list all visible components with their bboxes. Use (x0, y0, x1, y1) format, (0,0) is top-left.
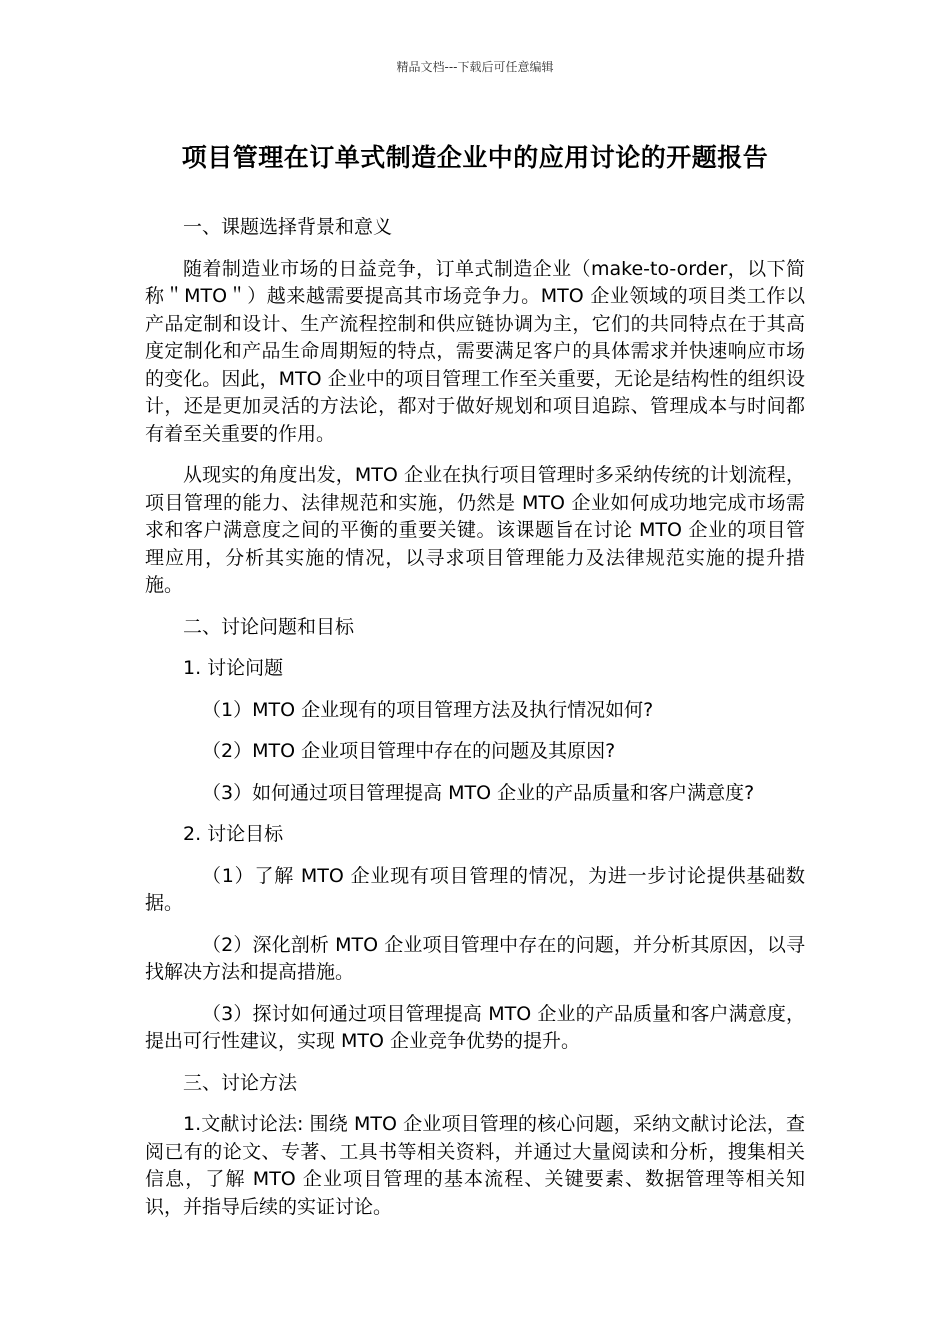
document-body (145, 214, 805, 1235)
goal-item-1: （1）了解 MTO 企业现有项目管理的情况，为进一步讨论提供基础数据。 (145, 864, 805, 914)
section-heading-methods: 三、讨论方法 (183, 1071, 298, 1094)
question-item-3: （3）如何通过项目管理提高 MTO 企业的产品质量和客户满意度? (202, 781, 755, 804)
paragraph-background-1: 随着制造业市场的日益竞争，订单式制造企业（make-to-order，以下简称＂MTO＂）越来越需要提高其市场竞争力。MTO 企业领域的项目类工作以产品定制和设计、生产流程控制和供应链协调为主，它们的共同特点在于其高度定制化和产品生命周期短的特点，需要满足客户的具体需求并快速响应市场的变化。因此，MTO 企业中的项目管理工作至关重要，无论是结构性的组织设计，还是更加灵活的方法论，都对于做好规划和项目追踪、管理成本与时间都有着至关重要的作用。 (145, 257, 805, 445)
section-heading-questions-goals: 二、讨论问题和目标 (183, 615, 355, 638)
subheading-questions: 1. 讨论问题 (183, 657, 284, 679)
section-heading-background: 一、课题选择背景和意义 (183, 216, 393, 238)
document-title: 项目管理在订单式制造企业中的应用讨论的开题报告 (181, 143, 769, 172)
paragraph-background-2: 从现实的角度出发，MTO 企业在执行项目管理时多采纳传统的计划流程，项目管理的能力、法律规范和实施，仍然是 MTO 企业如何成功地完成市场需求和客户满意度之间的平衡的重要关键。该课题旨在讨论 MTO 企业的项目管理应用，分析其实施的情况，以寻求项目管理能力及法律规范实施的提升措施。 (145, 464, 805, 596)
subheading-goals: 2. 讨论目标 (183, 823, 284, 845)
question-item-2: （2）MTO 企业项目管理中存在的问题及其原因? (202, 740, 616, 762)
goal-item-2: （2）深化剖析 MTO 企业项目管理中存在的问题，并分析其原因，以寻找解决方法和提高措施。 (145, 933, 805, 983)
paragraph-method-literature: 1.文献讨论法: 围绕 MTO 企业项目管理的核心问题，采纳文献讨论法，查阅已有的论文、专著、工具书等相关资料，并通过大量阅读和分析，搜集相关信息，了解 MTO 企业项目管理的基本流程、关键要素、数据管理等相关知识，并指导后续的实证讨论。 (145, 1113, 805, 1218)
page-header-watermark: 精品文档---下载后可任意编辑 (396, 60, 554, 74)
goal-item-3: （3）探讨如何通过项目管理提高 MTO 企业的产品质量和客户满意度，提出可行性建议，实现 MTO 企业竞争优势的提升。 (145, 1002, 805, 1052)
question-item-1: （1）MTO 企业现有的项目管理方法及执行情况如何? (202, 698, 654, 721)
